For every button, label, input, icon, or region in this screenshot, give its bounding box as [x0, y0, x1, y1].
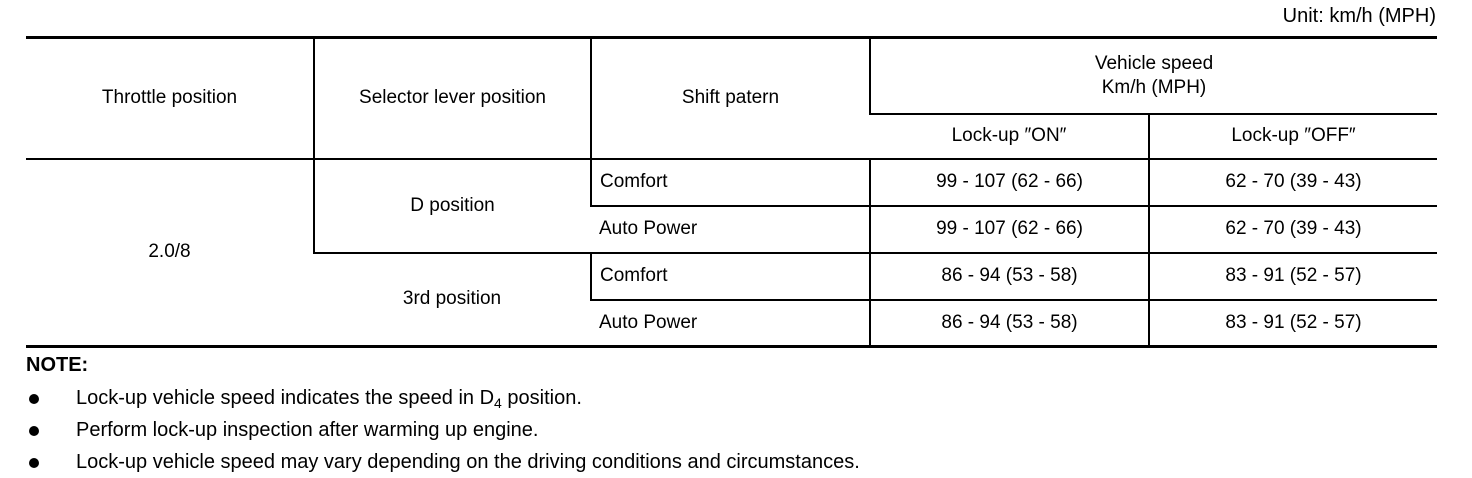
bullet-icon [29, 394, 39, 404]
note-item [26, 382, 860, 414]
selector-d-position: D position [314, 159, 591, 253]
note-text: Lock-up vehicle speed indicates the speed in D [76, 387, 495, 409]
lockup-off-cell: 83 - 91 (52 - 57) [1149, 300, 1437, 347]
lockup-off-cell: 83 - 91 (52 - 57) [1149, 253, 1437, 300]
shift-pattern-cell: Auto Power [591, 300, 870, 347]
header-vehicle-speed-unit: Km/h (MPH) [1101, 76, 1207, 98]
note-title: NOTE: [26, 354, 89, 376]
selector-3rd-position: 3rd position [314, 253, 591, 347]
header-vehicle-speed-title: Vehicle speed [1094, 52, 1214, 74]
note-item [26, 414, 860, 446]
throttle-position-value: 2.0/8 [26, 159, 314, 347]
lockup-on-cell: 86 - 94 (53 - 58) [870, 253, 1149, 300]
note-subscript: 4 [494, 395, 502, 411]
header-vehicle-speed [870, 38, 1437, 114]
shift-pattern-cell: Comfort [591, 159, 870, 206]
lockup-off-cell: 62 - 70 (39 - 43) [1149, 159, 1437, 206]
header-throttle-position: Throttle position [101, 87, 238, 109]
lockup-on-cell: 86 - 94 (53 - 58) [870, 300, 1149, 347]
shift-pattern-cell: Auto Power [591, 206, 870, 253]
lockup-on-cell: 99 - 107 (62 - 66) [870, 206, 1149, 253]
lockup-off-cell: 62 - 70 (39 - 43) [1149, 206, 1437, 253]
header-lockup-off: Lock-up ″OFF″ [1149, 114, 1437, 159]
note-text-tail: position. [501, 387, 582, 409]
lockup-speed-table [26, 36, 1437, 348]
note-item [26, 446, 860, 478]
bullet-icon [29, 458, 39, 468]
note-text: Perform lock-up inspection after warming up engine. [76, 419, 539, 441]
header-shift-pattern: Shift patern [591, 38, 870, 159]
header-selector-lever-position: Selector lever position [314, 38, 591, 159]
shift-pattern-cell: Comfort [591, 253, 870, 300]
note-text: Lock-up vehicle speed may vary depending on the driving conditions and circumstances. [76, 451, 860, 473]
table-header-row [26, 38, 1437, 114]
unit-label: Unit: km/h (MPH) [1282, 5, 1436, 27]
bullet-icon [29, 426, 39, 436]
note-list [26, 382, 860, 478]
table-row [26, 159, 1437, 206]
lockup-on-cell: 99 - 107 (62 - 66) [870, 159, 1149, 206]
header-lockup-on: Lock-up ″ON″ [870, 114, 1149, 159]
